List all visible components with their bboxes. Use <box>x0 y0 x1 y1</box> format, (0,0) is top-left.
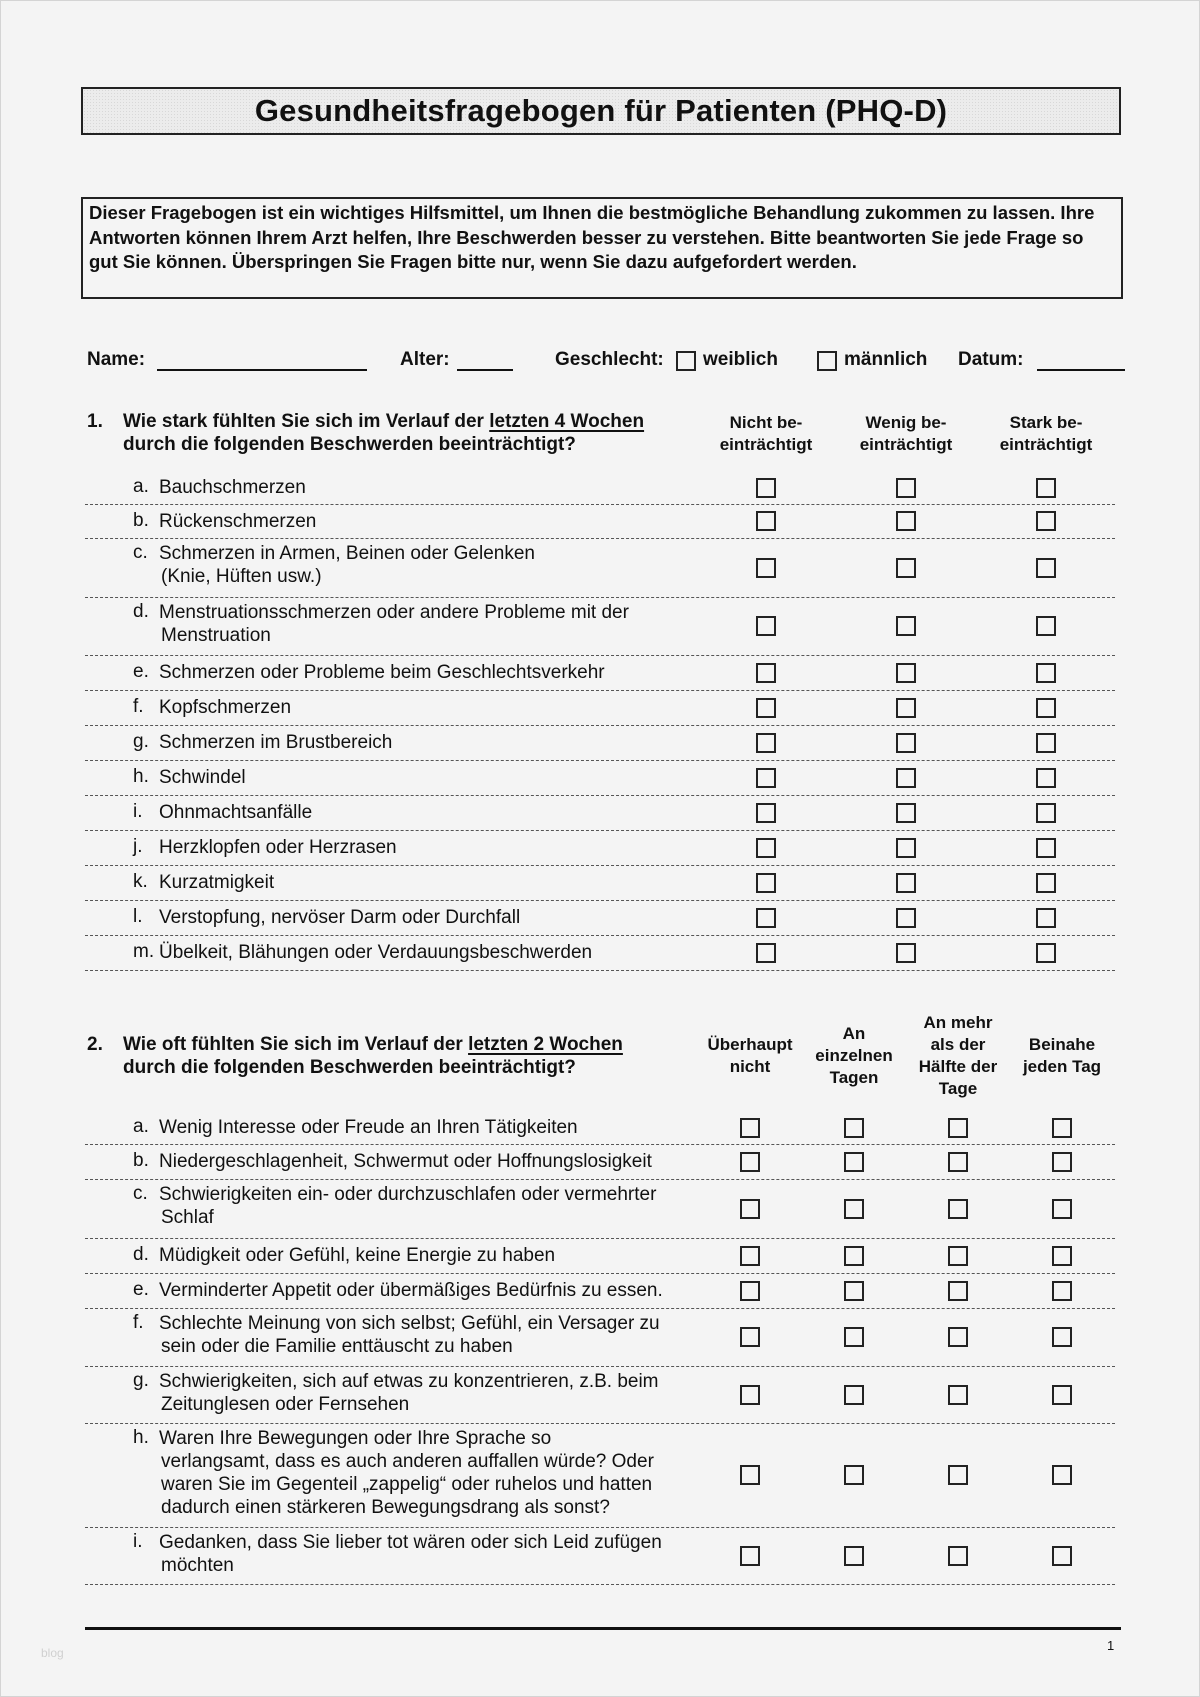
item-label: Schwindel <box>159 767 246 788</box>
time-period: letzten 2 Wochen <box>468 1034 623 1055</box>
question-1-item-j <box>85 830 1115 866</box>
question-1-item-i <box>85 795 1115 831</box>
item-letter: g. <box>133 1370 149 1391</box>
question-1-item-m <box>85 935 1115 971</box>
question-1-item-b <box>85 504 1115 539</box>
answer-checkbox-col-1[interactable] <box>740 1546 760 1566</box>
item-letter: m. <box>133 941 155 962</box>
answer-checkbox-col-4[interactable] <box>1052 1546 1072 1566</box>
item-letter: l. <box>133 906 143 927</box>
answer-checkbox-col-2[interactable] <box>844 1327 864 1347</box>
item-letter: b. <box>133 510 149 531</box>
answer-checkbox-col-1[interactable] <box>756 511 776 531</box>
answer-checkbox-col-3[interactable] <box>1036 478 1056 498</box>
q2-column-header: An einzelnen Tagen <box>815 1024 893 1087</box>
question-1-item-e <box>85 655 1115 691</box>
answer-checkbox-col-3[interactable] <box>1036 803 1056 823</box>
age-field[interactable] <box>457 369 513 371</box>
answer-checkbox-col-3[interactable] <box>1036 838 1056 858</box>
question-1-item-h <box>85 760 1115 796</box>
item-letter: c. <box>133 1183 148 1204</box>
answer-checkbox-col-1[interactable] <box>756 838 776 858</box>
answer-checkbox-col-4[interactable] <box>1052 1385 1072 1405</box>
question-2-item-g <box>85 1366 1115 1424</box>
answer-checkbox-col-3[interactable] <box>948 1246 968 1266</box>
answer-checkbox-col-3[interactable] <box>948 1465 968 1485</box>
question-2-item-i <box>85 1527 1115 1585</box>
item-label: Ohnmachtsanfälle <box>159 802 313 823</box>
answer-checkbox-col-1[interactable] <box>740 1199 760 1219</box>
answer-checkbox-col-2[interactable] <box>896 511 916 531</box>
question-1-item-d <box>85 597 1115 656</box>
intro-text: Dieser Fragebogen ist ein wichtiges Hilfsmittel, um Ihnen die bestmögliche Behandlung zukommen zu lassen. Ihre Antworten können Ihrem Arzt helfen, Ihre Beschwerden besser zu verstehen. Bitte beantworten Sie jede Frage so gut Sie können. Überspringen Sie Fragen bitte nur, wenn Sie dazu aufgefordert werden. <box>81 197 1123 299</box>
item-label: Kurzatmigkeit <box>159 872 275 893</box>
item-letter: e. <box>133 661 149 682</box>
gender-female-checkbox[interactable] <box>676 351 696 371</box>
answer-checkbox-col-1[interactable] <box>740 1118 760 1138</box>
answer-checkbox-col-3[interactable] <box>1036 511 1056 531</box>
answer-checkbox-col-1[interactable] <box>756 908 776 928</box>
item-label: Schwierigkeiten, sich auf etwas zu konzentrieren, z.B. beim Zeitunglesen oder Fernsehen <box>159 1371 659 1415</box>
answer-checkbox-col-3[interactable] <box>948 1385 968 1405</box>
question-2-item-d <box>85 1238 1115 1274</box>
answer-checkbox-col-2[interactable] <box>844 1465 864 1485</box>
question-number: 1. <box>87 411 103 432</box>
gender-male-label: männlich <box>844 349 928 370</box>
answer-checkbox-col-1[interactable] <box>756 478 776 498</box>
item-letter: k. <box>133 871 148 892</box>
answer-checkbox-col-3[interactable] <box>1036 768 1056 788</box>
age-label: Alter: <box>400 349 450 370</box>
answer-checkbox-col-3[interactable] <box>1036 663 1056 683</box>
item-label: Verstopfung, nervöser Darm oder Durchfall <box>159 907 521 928</box>
answer-checkbox-col-4[interactable] <box>1052 1246 1072 1266</box>
answer-checkbox-col-2[interactable] <box>896 768 916 788</box>
q1-column-header: Wenig be- einträchtigt <box>859 413 953 454</box>
q2-column-header: An mehr als der Hälfte der Tage <box>918 1013 998 1098</box>
item-letter: d. <box>133 1244 149 1265</box>
question-2-item-h <box>85 1423 1115 1528</box>
item-letter: g. <box>133 731 149 752</box>
question-2-item-f <box>85 1308 1115 1367</box>
item-label: Schlechte Meinung von sich selbst; Gefühl, ein Versager zu sein oder die Familie enttäuscht zu haben <box>159 1313 660 1357</box>
item-label: Waren Ihre Bewegungen oder Ihre Sprache so verlangsamt, dass es auch anderen auffallen würde? Oder waren Sie im Gegenteil „zappelig“ oder ruhelos und hatten dadurch einen stärkeren Bewegungsdrang als sonst? <box>159 1428 654 1518</box>
question-number: 2. <box>87 1034 103 1055</box>
time-period: letzten 4 Wochen <box>489 411 645 432</box>
page-title: Gesundheitsfragebogen für Patienten (PHQ-D) <box>254 93 948 128</box>
answer-checkbox-col-4[interactable] <box>1052 1327 1072 1347</box>
gender-female-label: weiblich <box>703 349 778 370</box>
answer-checkbox-col-3[interactable] <box>948 1152 968 1172</box>
gender-label: Geschlecht: <box>555 349 664 370</box>
item-label: Schmerzen oder Probleme beim Geschlechtsverkehr <box>159 662 605 683</box>
item-label: Schwierigkeiten ein- oder durchzuschlafen oder vermehrter Schlaf <box>159 1184 657 1228</box>
answer-checkbox-col-2[interactable] <box>844 1385 864 1405</box>
answer-checkbox-col-1[interactable] <box>740 1385 760 1405</box>
question-2-item-a <box>85 1111 1115 1145</box>
item-letter: a. <box>133 476 149 497</box>
gender-male-checkbox[interactable] <box>817 351 837 371</box>
answer-checkbox-col-2[interactable] <box>896 698 916 718</box>
answer-checkbox-col-3[interactable] <box>948 1281 968 1301</box>
answer-checkbox-col-3[interactable] <box>948 1118 968 1138</box>
answer-checkbox-col-2[interactable] <box>844 1546 864 1566</box>
q1-column-header: Stark be- einträchtigt <box>999 413 1093 454</box>
question-2-item-b <box>85 1144 1115 1180</box>
answer-checkbox-col-4[interactable] <box>1052 1199 1072 1219</box>
answer-checkbox-col-3[interactable] <box>1036 558 1056 578</box>
answer-checkbox-col-1[interactable] <box>756 733 776 753</box>
answer-checkbox-col-1[interactable] <box>740 1327 760 1347</box>
item-letter: i. <box>133 1531 143 1552</box>
answer-checkbox-col-1[interactable] <box>756 943 776 963</box>
answer-checkbox-col-3[interactable] <box>1036 698 1056 718</box>
answer-checkbox-col-1[interactable] <box>740 1281 760 1301</box>
answer-checkbox-col-2[interactable] <box>896 838 916 858</box>
date-field[interactable] <box>1037 369 1125 371</box>
item-label: Wenig Interesse oder Freude an Ihren Tätigkeiten <box>159 1117 578 1138</box>
answer-checkbox-col-1[interactable] <box>740 1152 760 1172</box>
item-letter: e. <box>133 1279 149 1300</box>
footer-divider <box>85 1627 1121 1630</box>
answer-checkbox-col-1[interactable] <box>756 768 776 788</box>
answer-checkbox-col-1[interactable] <box>756 663 776 683</box>
answer-checkbox-col-2[interactable] <box>844 1281 864 1301</box>
question-2-item-c <box>85 1179 1115 1239</box>
answer-checkbox-col-2[interactable] <box>896 616 916 636</box>
item-label: Kopfschmerzen <box>159 697 292 718</box>
title-box <box>81 87 1121 135</box>
item-letter: j. <box>133 836 143 857</box>
question-1-item-f <box>85 690 1115 726</box>
answer-checkbox-col-1[interactable] <box>756 616 776 636</box>
item-label: Schmerzen im Brustbereich <box>159 732 393 753</box>
q1-column-header: Nicht be- einträchtigt <box>719 413 813 454</box>
item-label: Rückenschmerzen <box>159 511 317 532</box>
answer-checkbox-col-3[interactable] <box>1036 616 1056 636</box>
question-1-item-c <box>85 538 1115 598</box>
answer-checkbox-col-4[interactable] <box>1052 1281 1072 1301</box>
page-number: 1 <box>1107 1638 1115 1653</box>
answer-checkbox-col-2[interactable] <box>896 873 916 893</box>
question-1-item-k <box>85 865 1115 901</box>
answer-checkbox-col-1[interactable] <box>740 1465 760 1485</box>
answer-checkbox-col-3[interactable] <box>948 1199 968 1219</box>
q2-column-header: Beinahe jeden Tag <box>1022 1035 1102 1076</box>
item-label: Schmerzen in Armen, Beinen oder Gelenken (Knie, Hüften usw.) <box>159 543 535 587</box>
answer-checkbox-col-2[interactable] <box>896 663 916 683</box>
item-letter: a. <box>133 1116 149 1137</box>
answer-checkbox-col-3[interactable] <box>948 1327 968 1347</box>
answer-checkbox-col-3[interactable] <box>1036 873 1056 893</box>
answer-checkbox-col-1[interactable] <box>756 873 776 893</box>
item-letter: h. <box>133 1427 149 1448</box>
answer-checkbox-col-1[interactable] <box>756 698 776 718</box>
answer-checkbox-col-2[interactable] <box>896 943 916 963</box>
answer-checkbox-col-3[interactable] <box>1036 943 1056 963</box>
answer-checkbox-col-2[interactable] <box>844 1246 864 1266</box>
name-field[interactable] <box>157 369 367 371</box>
answer-checkbox-col-4[interactable] <box>1052 1118 1072 1138</box>
answer-checkbox-col-1[interactable] <box>756 803 776 823</box>
answer-checkbox-col-2[interactable] <box>844 1118 864 1138</box>
item-label: Verminderter Appetit oder übermäßiges Bedürfnis zu essen. <box>159 1280 663 1301</box>
name-label: Name: <box>87 349 146 370</box>
answer-checkbox-col-2[interactable] <box>896 803 916 823</box>
item-label: Gedanken, dass Sie lieber tot wären oder sich Leid zufügen möchten <box>159 1532 662 1576</box>
item-label: Niedergeschlagenheit, Schwermut oder Hoffnungslosigkeit <box>159 1151 652 1172</box>
answer-checkbox-col-2[interactable] <box>896 478 916 498</box>
item-label: Herzklopfen oder Herzrasen <box>159 837 397 858</box>
item-letter: f. <box>133 696 144 717</box>
answer-checkbox-col-2[interactable] <box>896 908 916 928</box>
answer-checkbox-col-2[interactable] <box>896 733 916 753</box>
item-letter: b. <box>133 1150 149 1171</box>
answer-checkbox-col-1[interactable] <box>740 1246 760 1266</box>
answer-checkbox-col-3[interactable] <box>948 1546 968 1566</box>
answer-checkbox-col-2[interactable] <box>844 1152 864 1172</box>
question-1-item-l <box>85 900 1115 936</box>
question-1-item-a <box>85 471 1115 505</box>
answer-checkbox-col-2[interactable] <box>896 558 916 578</box>
item-label: Müdigkeit oder Gefühl, keine Energie zu haben <box>159 1245 556 1266</box>
question-2-item-e <box>85 1273 1115 1309</box>
answer-checkbox-col-1[interactable] <box>756 558 776 578</box>
answer-checkbox-col-3[interactable] <box>1036 733 1056 753</box>
watermark: blog <box>41 1646 64 1660</box>
answer-checkbox-col-2[interactable] <box>844 1199 864 1219</box>
item-letter: d. <box>133 601 149 622</box>
item-letter: i. <box>133 801 143 822</box>
answer-checkbox-col-4[interactable] <box>1052 1152 1072 1172</box>
answer-checkbox-col-3[interactable] <box>1036 908 1056 928</box>
item-letter: f. <box>133 1312 144 1333</box>
item-label: Bauchschmerzen <box>159 477 306 498</box>
q2-column-header: Überhaupt nicht <box>707 1035 793 1076</box>
date-label: Datum: <box>958 349 1024 370</box>
item-label: Menstruationsschmerzen oder andere Probleme mit der Menstruation <box>159 602 629 646</box>
item-label: Übelkeit, Blähungen oder Verdauungsbeschwerden <box>159 942 593 963</box>
item-letter: h. <box>133 766 149 787</box>
item-letter: c. <box>133 542 148 563</box>
answer-checkbox-col-4[interactable] <box>1052 1465 1072 1485</box>
question-1-item-g <box>85 725 1115 761</box>
